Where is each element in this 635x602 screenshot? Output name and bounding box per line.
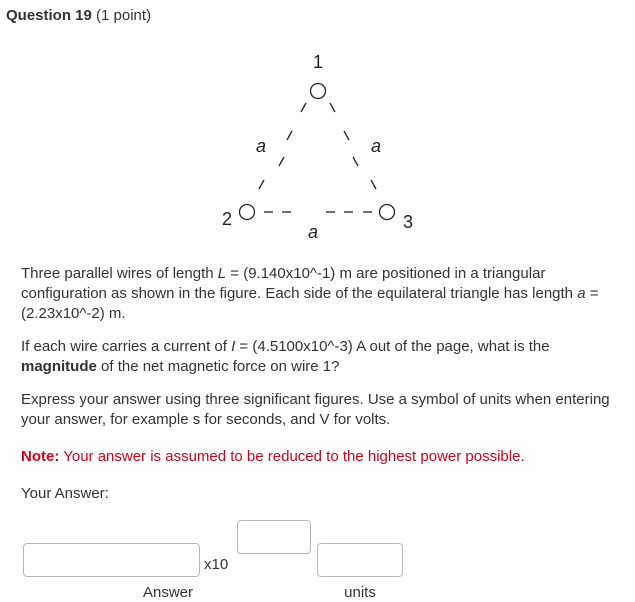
side-a-label-bottom: a: [307, 222, 319, 242]
wire-2-circle: [240, 205, 255, 220]
your-answer-label: Your Answer:: [21, 485, 109, 502]
question-points: (1 point): [96, 7, 152, 24]
right-side-dashes: [330, 103, 376, 189]
units-input[interactable]: [317, 543, 403, 577]
times-ten-label: x10: [204, 556, 229, 573]
problem-question: If each wire carries a current of I = (4.5100x10^-3) A out of the page, what is the magnitude of the net magnetic force on wire 1?: [21, 338, 550, 375]
answer-instructions: Express your answer using three significant figures. Use a symbol of units when entering your answer, for example s for seconds, and V for volts.: [21, 391, 610, 428]
left-side-dashes: [259, 103, 306, 189]
wire-3-circle: [380, 205, 395, 220]
wire-1-label: 1: [312, 52, 324, 72]
side-a-label-left: a: [255, 136, 267, 156]
wire-2-label: 2: [221, 209, 233, 229]
note-text: Your answer is assumed to be reduced to the highest power possible.: [59, 448, 525, 465]
power-note: [21, 447, 627, 467]
triangle-figure: [0, 0, 635, 260]
units-field-label: units: [344, 584, 376, 601]
exponent-input[interactable]: [237, 520, 311, 554]
wire-1-circle: [311, 84, 326, 99]
question-title: Question 19: [6, 7, 92, 24]
wire-3-label: 3: [402, 212, 414, 232]
side-a-label-right: a: [370, 136, 382, 156]
answer-field-label: Answer: [142, 584, 194, 601]
problem-statement: Three parallel wires of length L = (9.140x10^-1) m are positioned in a triangular configuration as shown in the figure. Each side of the equilateral triangle has length a = (2.23x10^-2) m.: [21, 265, 599, 322]
note-label: Note:: [21, 448, 60, 465]
answer-input[interactable]: [23, 543, 200, 577]
